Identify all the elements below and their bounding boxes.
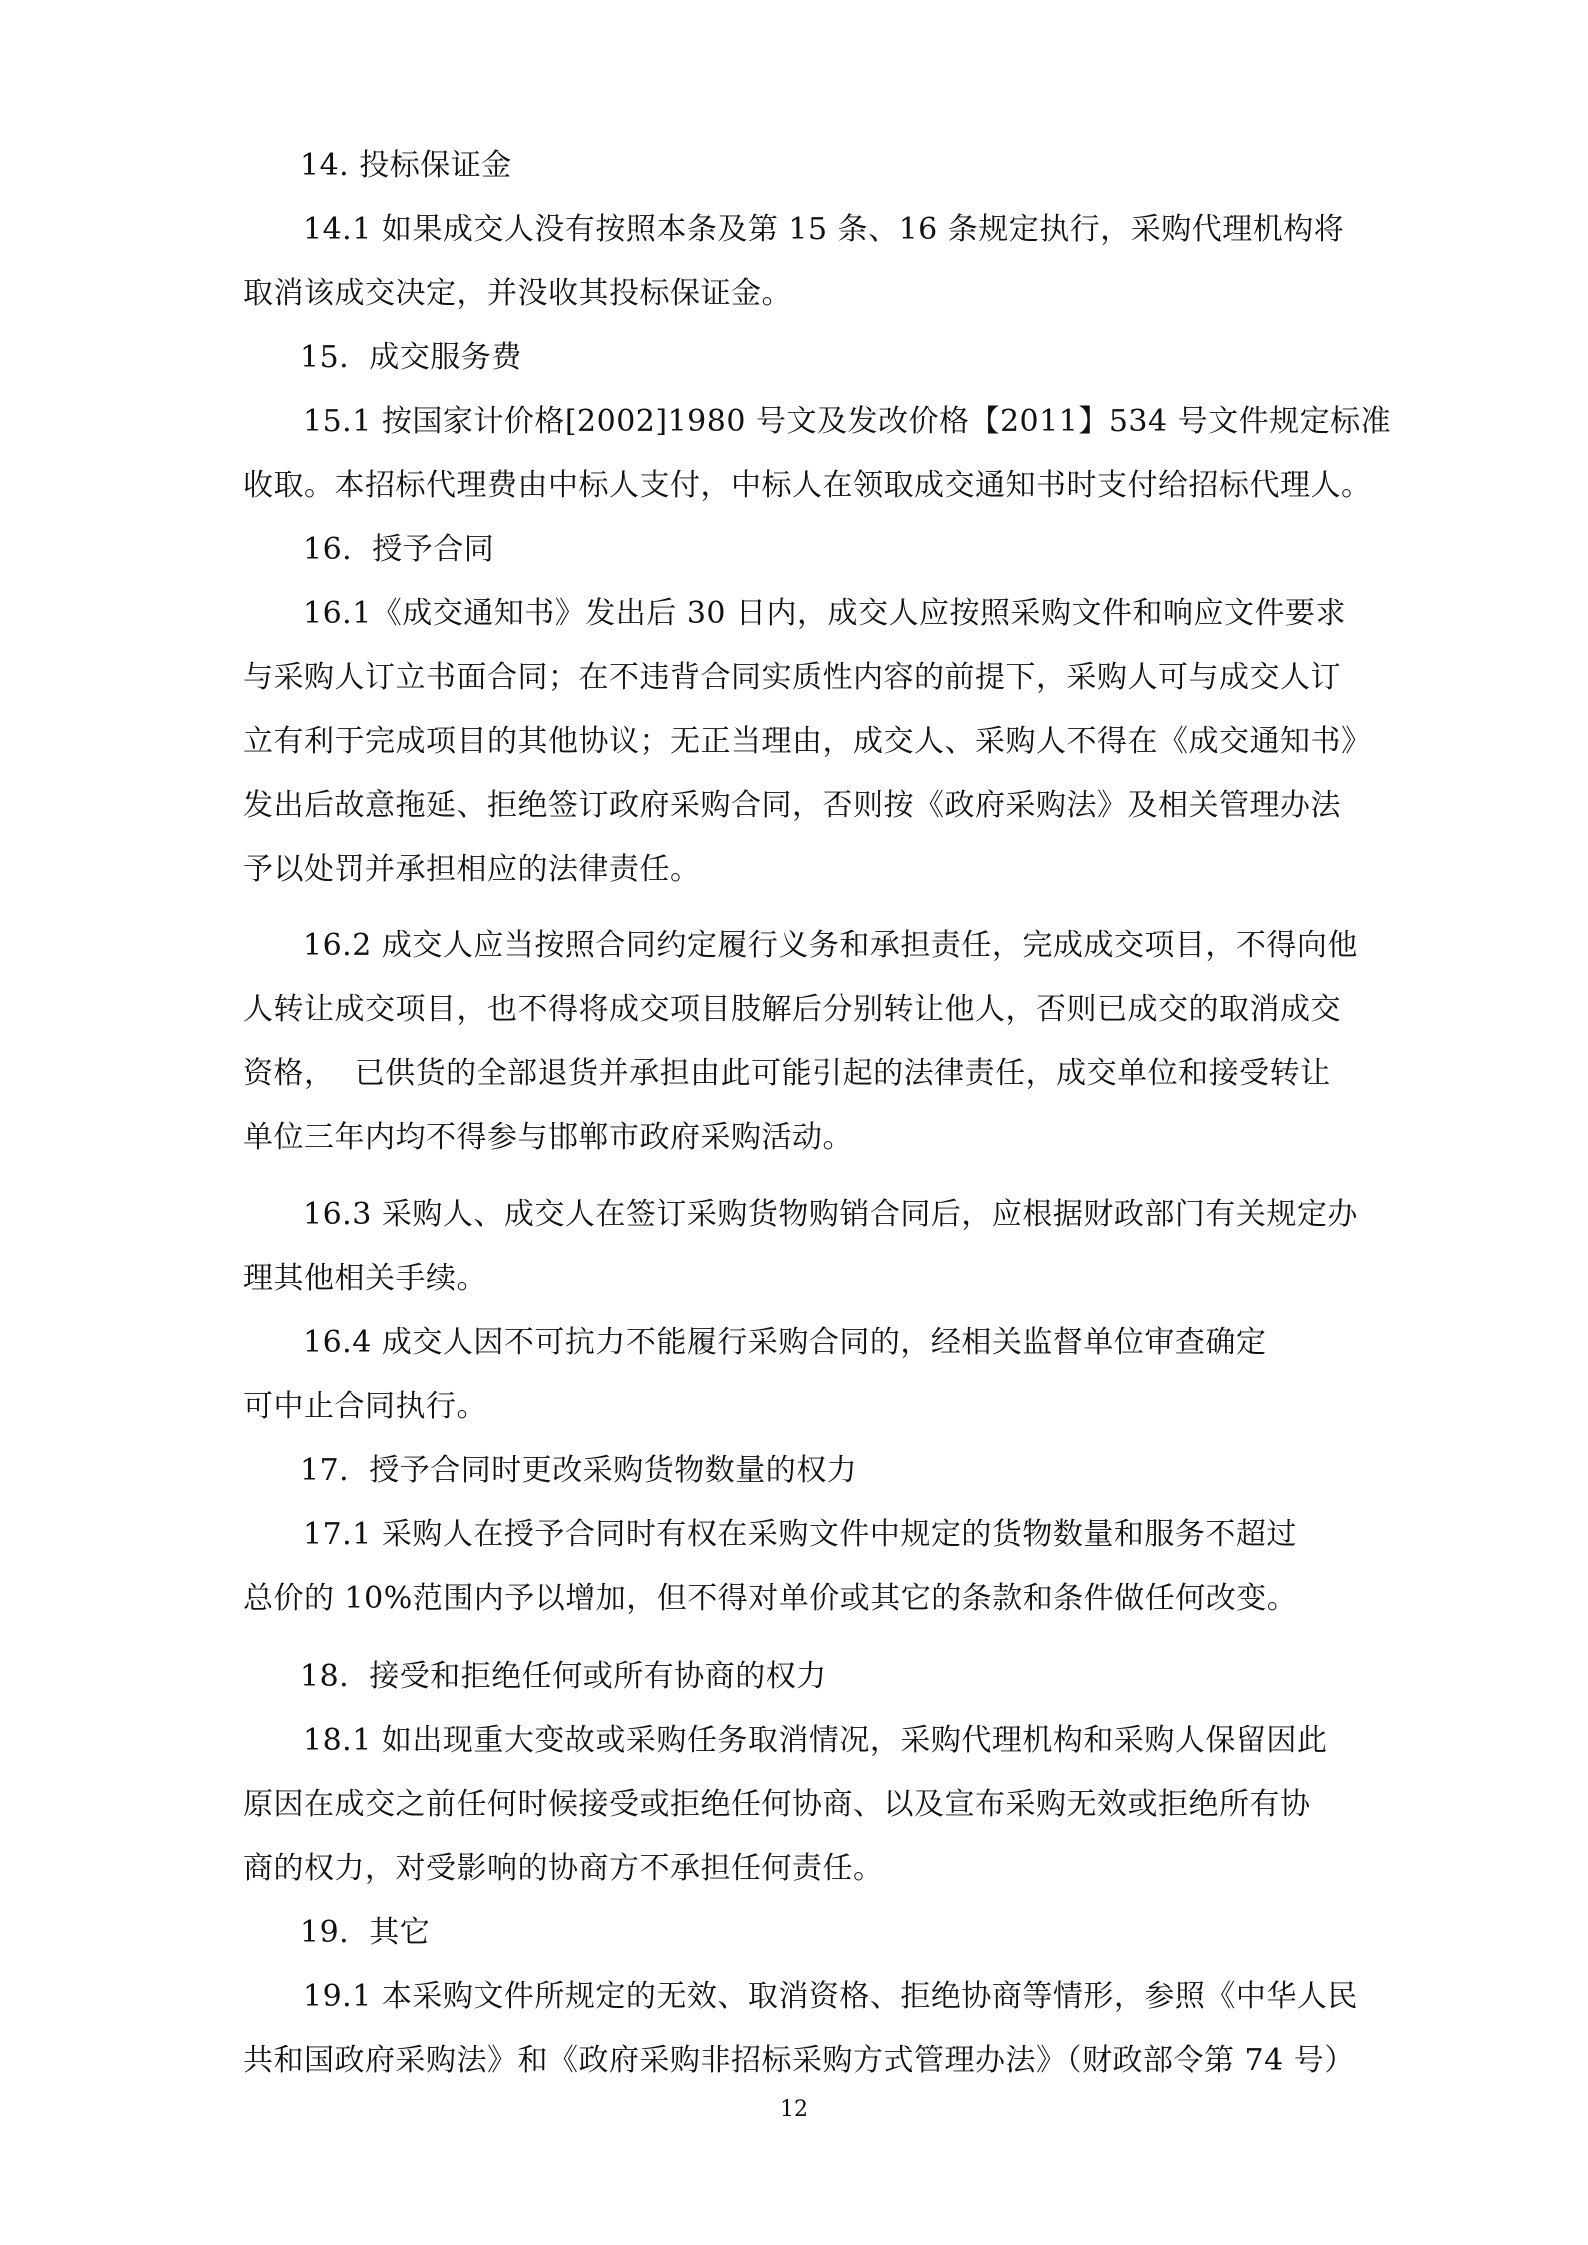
heading-15: 15. 成交服务费 (300, 340, 522, 375)
paragraph-line: 理其他相关手续。 (243, 1261, 487, 1296)
paragraph-line: 16.4 成交人因不可抗力不能履行采购合同的，经相关监督单位审查确定 (303, 1325, 1267, 1360)
paragraph-line: 19.1 本采购文件所规定的无效、取消资格、拒绝协商等情形，参照《中华人民 (303, 1979, 1358, 2014)
paragraph-line: 发出后故意拖延、拒绝签订政府采购合同，否则按《政府采购法》及相关管理办法 (243, 788, 1341, 823)
heading-17: 17. 授予合同时更改采购货物数量的权力 (300, 1453, 858, 1488)
paragraph-line: 共和国政府采购法》和《政府采购非招标采购方式管理办法》（财政部令第 74 号） (243, 2043, 1355, 2078)
page-number: 12 (780, 2097, 808, 2122)
paragraph-line: 16.3 采购人、成交人在签订采购货物购销合同后，应根据财政部门有关规定办 (303, 1197, 1358, 1232)
paragraph-line: 15.1 按国家计价格[2002]1980 号文及发改价格【2011】534 号文件规定标准 (303, 404, 1392, 439)
paragraph-line: 17.1 采购人在授予合同时有权在采购文件中规定的货物数量和服务不超过 (303, 1517, 1297, 1552)
paragraph-line: 商的权力，对受影响的协商方不承担任何责任。 (243, 1851, 884, 1886)
paragraph-line: 立有利于完成项目的其他协议；无正当理由，成交人、采购人不得在《成交通知书》 (243, 724, 1372, 759)
paragraph-line: 取消该成交决定，并没收其投标保证金。 (243, 276, 792, 311)
paragraph-line: 总价的 10%范围内予以增加，但不得对单价或其它的条款和条件做任何改变。 (243, 1581, 1298, 1616)
paragraph-line: 予以处罚并承担相应的法律责任。 (243, 852, 701, 887)
paragraph-line: 资格， 已供货的全部退货并承担由此可能引起的法律责任，成交单位和接受转让 (243, 1056, 1331, 1091)
paragraph-line: 原因在成交之前任何时候接受或拒绝任何协商、以及宣布采购无效或拒绝所有协 (243, 1787, 1311, 1822)
heading-19: 19. 其它 (300, 1915, 431, 1950)
heading-14: 14. 投标保证金 (300, 148, 512, 183)
paragraph-line: 人转让成交项目，也不得将成交项目肢解后分别转让他人，否则已成交的取消成交 (243, 992, 1341, 1027)
paragraph-line: 单位三年内均不得参与邯郸市政府采购活动。 (243, 1120, 853, 1155)
paragraph-line: 18.1 如出现重大变故或采购任务取消情况，采购代理机构和采购人保留因此 (303, 1723, 1328, 1758)
paragraph-line: 收取。本招标代理费由中标人支付，中标人在领取成交通知书时支付给招标代理人。 (243, 468, 1372, 503)
heading-18: 18. 接受和拒绝任何或所有协商的权力 (300, 1659, 827, 1694)
paragraph-line: 16.1《成交通知书》发出后 30 日内，成交人应按照采购文件和响应文件要求 (303, 596, 1347, 631)
paragraph-line: 14.1 如果成交人没有按照本条及第 15 条、16 条规定执行，采购代理机构将 (303, 212, 1345, 247)
paragraph-line: 16.2 成交人应当按照合同约定履行义务和承担责任，完成成交项目，不得向他 (303, 928, 1358, 963)
paragraph-line: 与采购人订立书面合同；在不违背合同实质性内容的前提下，采购人可与成交人订 (243, 660, 1341, 695)
heading-16: 16. 授予合同 (303, 532, 495, 567)
paragraph-line: 可中止合同执行。 (243, 1389, 487, 1424)
